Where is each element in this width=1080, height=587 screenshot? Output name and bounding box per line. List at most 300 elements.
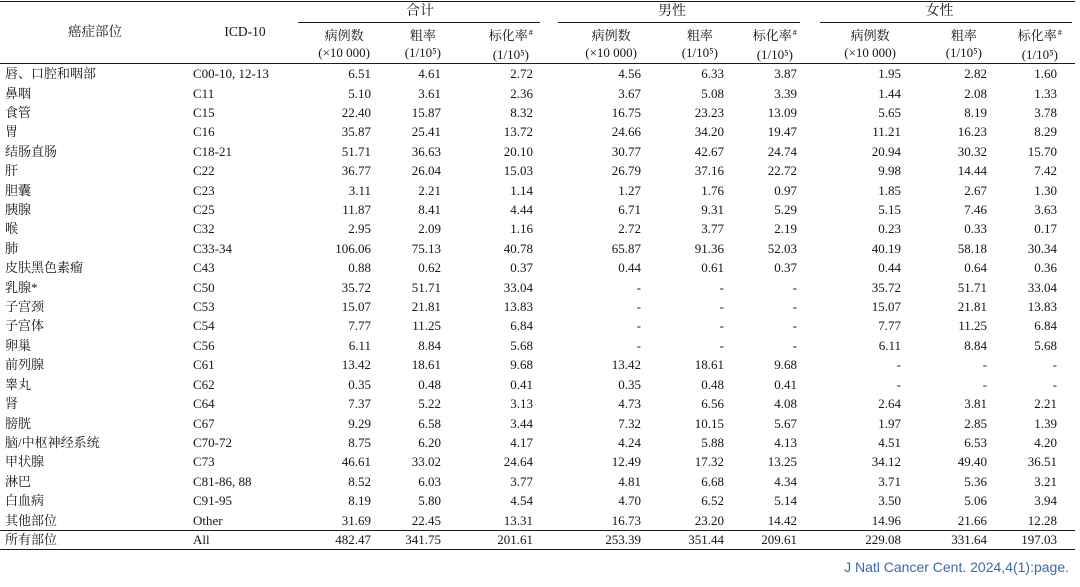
site-cell: 子宫体: [5, 318, 45, 334]
subheader-label-line: [318, 27, 370, 44]
cell-male-crude-rate: 6.52: [701, 493, 724, 509]
subheader-label-line: [753, 27, 797, 46]
subheader-label: 粗率: [409, 28, 436, 43]
subheader-stack: [1018, 27, 1062, 63]
site-cell: 子宫颈: [5, 299, 45, 315]
site-cell: 肺: [5, 240, 19, 256]
subheader-label: 标化率: [752, 28, 792, 43]
cell-male-standardized-rate: 13.09: [767, 105, 797, 121]
site-cell: 胰腺: [5, 202, 32, 218]
cell-total-standardized-rate: 15.03: [503, 163, 533, 179]
site-cell: 喉: [5, 221, 19, 237]
total-separator-rule: [0, 530, 1075, 531]
cell-male-cases: 26.79: [611, 163, 641, 179]
cell-female-standardized-rate: -: [1052, 376, 1057, 392]
cell-male-standardized-rate: 19.47: [767, 124, 797, 140]
cell-female-crude-rate: 5.06: [964, 493, 987, 509]
cell-female-standardized-rate: 4.20: [1034, 434, 1057, 450]
cell-female-cases: 3.50: [878, 493, 901, 509]
table-row: [0, 316, 1075, 335]
cell-female-crude-rate: 21.66: [957, 512, 987, 528]
subheader-unit: (1/10⁵): [681, 45, 718, 60]
cell-total-standardized-rate: 4.44: [510, 202, 533, 218]
site-cell: 皮肤黑色素瘤: [5, 260, 84, 276]
subheader-male-cases: [540, 27, 648, 61]
subheader-stack: [682, 27, 718, 61]
cell-male-crude-rate: 1.76: [701, 182, 724, 198]
group-underline-female: [820, 22, 1072, 23]
icd-cell: C32: [193, 221, 215, 237]
cell-total-crude-rate: 0.48: [418, 376, 441, 392]
cell-total-cases: 46.61: [341, 454, 371, 470]
cell-total-cases: 11.87: [342, 202, 371, 218]
icd-column-header: ICD-10: [224, 24, 266, 39]
cell-male-standardized-rate: 14.42: [767, 512, 797, 528]
table-row: [0, 452, 1075, 471]
icd-cell: All: [193, 531, 210, 547]
cell-female-standardized-rate: 1.30: [1034, 182, 1057, 198]
subheader-footnote-mark: #: [1057, 27, 1062, 37]
icd-cell: C00-10, 12-13: [193, 66, 269, 82]
cell-male-standardized-rate: 4.13: [774, 434, 797, 450]
cell-total-cases: 0.35: [348, 376, 371, 392]
cell-total-cases: 0.88: [348, 260, 371, 276]
cell-total-cases: 8.19: [348, 493, 371, 509]
cell-female-cases: 6.11: [878, 337, 901, 353]
cell-male-crude-rate: 10.15: [694, 415, 724, 431]
cell-total-crude-rate: 4.61: [418, 66, 441, 82]
cell-female-cases: 9.98: [878, 163, 901, 179]
cell-total-crude-rate: 2.09: [418, 221, 441, 237]
site-cell: 肾: [5, 396, 19, 412]
cell-total-standardized-rate: 3.77: [510, 473, 533, 489]
cell-total-crude-rate: 15.87: [411, 105, 441, 121]
cell-male-cases: 16.73: [611, 512, 641, 528]
icd-cell: C73: [193, 454, 215, 470]
site-cell: 甲状腺: [5, 454, 45, 470]
cell-male-cases: 12.49: [611, 454, 641, 470]
group-label-female: 女性: [925, 4, 954, 19]
cell-total-cases: 13.42: [341, 357, 371, 373]
cell-male-crude-rate: 34.20: [694, 124, 724, 140]
cell-total-standardized-rate: 13.31: [503, 512, 533, 528]
cell-female-crude-rate: 331.64: [951, 531, 987, 547]
table-row: [0, 219, 1075, 238]
subheader-label: 粗率: [950, 28, 977, 43]
cell-male-cases: 253.39: [605, 531, 641, 547]
site-cell: 结肠直肠: [5, 143, 58, 159]
subheader-label: 病例数: [591, 28, 631, 43]
cell-total-cases: 106.06: [335, 240, 371, 256]
cell-female-standardized-rate: 12.28: [1027, 512, 1057, 528]
icd-cell: C43: [193, 260, 215, 276]
icd-cell: C91-95: [193, 493, 232, 509]
subheader-unit: (1/10⁵): [1021, 47, 1059, 62]
site-cell: 胆囊: [5, 182, 32, 198]
cell-total-cases: 3.11: [348, 182, 371, 198]
cell-total-crude-rate: 5.80: [418, 493, 441, 509]
cell-female-cases: 35.72: [871, 279, 901, 295]
cell-total-cases: 22.40: [341, 105, 371, 121]
cell-female-crude-rate: 5.36: [964, 473, 987, 489]
table-row: [0, 83, 1075, 102]
citation-text: J Natl Cancer Cent. 2024,4(1):page.: [844, 559, 1069, 575]
subheader-unit: (1/10⁵): [945, 45, 982, 60]
cell-male-crude-rate: 6.68: [701, 473, 724, 489]
cell-male-crude-rate: 23.20: [694, 512, 724, 528]
subheader-stack: [753, 27, 797, 63]
subheader-label: 病例数: [324, 28, 364, 43]
cell-male-standardized-rate: 4.08: [774, 396, 797, 412]
cell-male-standardized-rate: 52.03: [767, 240, 797, 256]
subheader-label-line: [844, 27, 896, 44]
cell-female-cases: 15.07: [871, 299, 901, 315]
cell-female-crude-rate: 8.19: [964, 105, 987, 121]
cell-female-cases: 5.15: [878, 202, 901, 218]
cell-total-crude-rate: 11.25: [412, 318, 441, 334]
cell-female-standardized-rate: 2.21: [1034, 396, 1057, 412]
cell-male-crude-rate: 37.16: [694, 163, 724, 179]
cell-total-cases: 51.71: [341, 143, 371, 159]
subheader-label-line: [1018, 27, 1062, 46]
cell-male-standardized-rate: 5.29: [774, 202, 797, 218]
cell-total-standardized-rate: 40.78: [503, 240, 533, 256]
cell-male-standardized-rate: 5.14: [774, 493, 797, 509]
subheader-female-cases: [804, 27, 908, 61]
cell-female-crude-rate: 0.64: [964, 260, 987, 276]
subheader-male-crude-rate: [648, 27, 731, 61]
cell-female-crude-rate: 8.84: [964, 337, 987, 353]
subheader-unit: (×10 000): [585, 45, 637, 60]
site-cell: 其他部位: [5, 512, 58, 528]
icd-cell: C64: [193, 396, 215, 412]
table-row: [0, 433, 1075, 452]
site-cell: 胃: [5, 124, 19, 140]
cell-female-cases: 2.64: [878, 396, 901, 412]
subheader-stack: [585, 27, 637, 61]
subheader-label-line: [405, 27, 441, 44]
cell-male-cases: 0.35: [618, 376, 641, 392]
cell-total-cases: 35.87: [341, 124, 371, 140]
cell-female-crude-rate: 51.71: [957, 279, 987, 295]
cell-female-crude-rate: 11.25: [958, 318, 987, 334]
cell-total-cases: 35.72: [341, 279, 371, 295]
cell-female-crude-rate: 2.85: [964, 415, 987, 431]
cell-total-crude-rate: 21.81: [411, 299, 441, 315]
subheader-label-line: [585, 27, 637, 44]
table-row: [0, 239, 1075, 258]
subheader-stack: [946, 27, 982, 61]
cell-male-crude-rate: -: [719, 318, 724, 334]
cell-total-crude-rate: 8.41: [418, 202, 441, 218]
cell-total-cases: 31.69: [341, 512, 371, 528]
cell-male-cases: 1.27: [618, 182, 641, 198]
cell-male-crude-rate: 5.08: [701, 85, 724, 101]
cell-total-cases: 9.29: [348, 415, 371, 431]
cell-male-standardized-rate: 3.39: [774, 85, 797, 101]
cell-female-standardized-rate: 5.68: [1034, 337, 1057, 353]
cell-total-cases: 8.52: [348, 473, 371, 489]
icd-cell: C23: [193, 182, 215, 198]
cell-female-crude-rate: 2.82: [964, 66, 987, 82]
icd-cell: C53: [193, 299, 215, 315]
cell-male-crude-rate: 9.31: [701, 202, 724, 218]
cell-female-crude-rate: 16.23: [957, 124, 987, 140]
cell-female-crude-rate: -: [982, 357, 987, 373]
cell-male-crude-rate: 6.33: [701, 66, 724, 82]
cell-male-standardized-rate: 3.87: [774, 66, 797, 82]
subheader-label-line: [489, 27, 533, 46]
cell-male-crude-rate: -: [719, 279, 724, 295]
cell-male-standardized-rate: 5.67: [774, 415, 797, 431]
table-row: [0, 375, 1075, 394]
cell-total-cases: 5.10: [348, 85, 371, 101]
subheader-total-cases: [300, 27, 378, 61]
cell-male-standardized-rate: 0.97: [774, 182, 797, 198]
subheader-unit: (1/10⁵): [756, 47, 794, 62]
site-cell: 唇、口腔和咽部: [5, 66, 97, 82]
cell-total-crude-rate: 2.21: [418, 182, 441, 198]
cell-male-cases: 4.70: [618, 493, 641, 509]
cell-female-standardized-rate: 30.34: [1027, 240, 1057, 256]
cell-total-standardized-rate: 24.64: [503, 454, 533, 470]
cell-male-cases: -: [636, 279, 641, 295]
cell-total-crude-rate: 26.04: [411, 163, 441, 179]
cell-female-crude-rate: 0.33: [964, 221, 987, 237]
cell-female-crude-rate: 14.44: [957, 163, 987, 179]
cell-male-crude-rate: 91.36: [694, 240, 724, 256]
cell-female-crude-rate: 58.18: [957, 240, 987, 256]
cell-male-crude-rate: 3.77: [701, 221, 724, 237]
cell-male-crude-rate: 0.61: [701, 260, 724, 276]
group-underline-male: [558, 22, 800, 23]
cell-female-standardized-rate: 7.42: [1034, 163, 1057, 179]
cell-total-crude-rate: 22.45: [411, 512, 441, 528]
cell-male-standardized-rate: 9.68: [774, 357, 797, 373]
cell-female-standardized-rate: 8.29: [1034, 124, 1057, 140]
cell-male-crude-rate: 6.56: [701, 396, 724, 412]
icd-cell: C33-34: [193, 240, 232, 256]
cell-total-standardized-rate: 2.72: [510, 66, 533, 82]
cell-male-standardized-rate: -: [792, 279, 797, 295]
subheader-label-line: [946, 27, 982, 44]
table-row: [0, 336, 1075, 355]
cell-male-crude-rate: 17.32: [694, 454, 724, 470]
cell-female-crude-rate: 2.67: [964, 182, 987, 198]
cell-male-cases: 13.42: [611, 357, 641, 373]
cell-male-standardized-rate: 4.34: [774, 473, 797, 489]
cell-male-cases: 6.71: [618, 202, 641, 218]
table-row: [0, 413, 1075, 432]
cell-total-crude-rate: 51.71: [411, 279, 441, 295]
table-row: [0, 122, 1075, 141]
cell-female-cases: 34.12: [871, 454, 901, 470]
cell-female-standardized-rate: 3.94: [1034, 493, 1057, 509]
cell-female-cases: 5.65: [878, 105, 901, 121]
icd-cell: C81-86, 88: [193, 473, 252, 489]
cell-total-crude-rate: 6.58: [418, 415, 441, 431]
group-label-total: 合计: [406, 4, 434, 19]
cell-male-standardized-rate: 13.25: [767, 454, 797, 470]
table-row: [0, 180, 1075, 199]
cell-total-crude-rate: 6.03: [418, 473, 441, 489]
cell-total-cases: 6.51: [348, 66, 371, 82]
table-row: [0, 297, 1075, 316]
cell-male-standardized-rate: 0.37: [774, 260, 797, 276]
cell-female-standardized-rate: 6.84: [1034, 318, 1057, 334]
cell-total-cases: 482.47: [335, 531, 371, 547]
cell-total-cases: 6.11: [348, 337, 371, 353]
cell-male-standardized-rate: -: [792, 299, 797, 315]
cell-male-crude-rate: 42.67: [694, 143, 724, 159]
cell-total-standardized-rate: 13.83: [503, 299, 533, 315]
cell-female-standardized-rate: -: [1052, 357, 1057, 373]
icd-cell: C11: [193, 85, 215, 101]
cell-female-crude-rate: 49.40: [957, 454, 987, 470]
cell-female-standardized-rate: 1.39: [1034, 415, 1057, 431]
cell-female-crude-rate: 6.53: [964, 434, 987, 450]
cell-male-standardized-rate: 22.72: [767, 163, 797, 179]
subheader-unit: (×10 000): [318, 45, 370, 60]
cell-total-standardized-rate: 4.17: [510, 434, 533, 450]
site-cell: 乳腺*: [5, 279, 38, 295]
site-cell: 睾丸: [5, 376, 32, 392]
cell-female-cases: 1.97: [878, 415, 901, 431]
cell-male-cases: -: [636, 318, 641, 334]
cell-female-standardized-rate: 36.51: [1027, 454, 1057, 470]
cell-total-standardized-rate: 33.04: [503, 279, 533, 295]
subheader-total-crude-rate: [378, 27, 448, 61]
table-row: [0, 491, 1075, 510]
cell-total-standardized-rate: 3.44: [510, 415, 533, 431]
icd-cell: C22: [193, 163, 215, 179]
cell-female-cases: 0.23: [878, 221, 901, 237]
table-row: [0, 510, 1075, 529]
cell-female-cases: 20.94: [871, 143, 901, 159]
cell-total-standardized-rate: 8.32: [510, 105, 533, 121]
top-rule: [0, 1, 1075, 2]
icd-cell: Other: [193, 512, 223, 528]
cell-female-standardized-rate: 1.60: [1034, 66, 1057, 82]
table-row: [0, 258, 1075, 277]
subheader-female-crude-rate: [908, 27, 994, 61]
subheader-female-standardized-rate: [994, 27, 1075, 63]
cell-total-standardized-rate: 4.54: [510, 493, 533, 509]
subheader-unit: (×10 000): [844, 45, 896, 60]
cell-male-crude-rate: -: [719, 337, 724, 353]
cell-total-standardized-rate: 1.14: [510, 182, 533, 198]
cell-male-crude-rate: 18.61: [694, 357, 724, 373]
cell-female-standardized-rate: 3.78: [1034, 105, 1057, 121]
icd-cell: C25: [193, 202, 215, 218]
cell-female-standardized-rate: 197.03: [1021, 531, 1057, 547]
cell-female-cases: -: [896, 376, 901, 392]
site-cell: 鼻咽: [5, 85, 32, 101]
cell-female-standardized-rate: 13.83: [1027, 299, 1057, 315]
cell-total-crude-rate: 0.62: [418, 260, 441, 276]
cell-male-cases: 4.24: [618, 434, 641, 450]
cell-female-crude-rate: 7.46: [964, 202, 987, 218]
subheader-label: 标化率: [488, 28, 528, 43]
cell-male-cases: 4.81: [618, 473, 641, 489]
icd-cell: C54: [193, 318, 215, 334]
table-row: [0, 530, 1075, 549]
cell-female-crude-rate: 21.81: [957, 299, 987, 315]
cell-total-cases: 7.37: [348, 396, 371, 412]
table-body: [0, 64, 1075, 549]
icd-cell: C50: [193, 279, 215, 295]
cell-total-crude-rate: 33.02: [411, 454, 441, 470]
cell-total-cases: 7.77: [348, 318, 371, 334]
table-row: [0, 472, 1075, 491]
cell-female-cases: 7.77: [878, 318, 901, 334]
cell-male-cases: 2.72: [618, 221, 641, 237]
table-row: [0, 200, 1075, 219]
icd-cell: C15: [193, 105, 215, 121]
cell-male-cases: 4.73: [618, 396, 641, 412]
table-row: [0, 64, 1075, 83]
site-cell: 脑/中枢神经系统: [5, 434, 100, 450]
icd-cell: C56: [193, 337, 215, 353]
cell-male-cases: 16.75: [611, 105, 641, 121]
subheader-stack: [318, 27, 370, 61]
subheader-label: 病例数: [850, 28, 890, 43]
site-cell: 卵巢: [5, 337, 32, 353]
cell-male-standardized-rate: -: [792, 318, 797, 334]
cell-total-crude-rate: 18.61: [411, 357, 441, 373]
subheader-stack: [844, 27, 896, 61]
cell-male-cases: 7.32: [618, 415, 641, 431]
cell-female-standardized-rate: 33.04: [1027, 279, 1057, 295]
cell-male-cases: 65.87: [611, 240, 641, 256]
cell-total-crude-rate: 8.84: [418, 337, 441, 353]
cell-male-standardized-rate: 209.61: [761, 531, 797, 547]
cell-total-standardized-rate: 0.37: [510, 260, 533, 276]
cell-female-crude-rate: 30.32: [957, 143, 987, 159]
site-cell: 膀胱: [5, 415, 32, 431]
cell-female-cases: -: [896, 357, 901, 373]
site-cell: 食管: [5, 105, 32, 121]
cell-female-crude-rate: 2.08: [964, 85, 987, 101]
cell-female-cases: 0.44: [878, 260, 901, 276]
cell-female-standardized-rate: 3.21: [1034, 473, 1057, 489]
site-cell: 淋巴: [5, 473, 32, 489]
icd-cell: C61: [193, 357, 215, 373]
cell-total-standardized-rate: 1.16: [510, 221, 533, 237]
icd-cell: C67: [193, 415, 215, 431]
cell-male-standardized-rate: -: [792, 337, 797, 353]
cell-female-cases: 4.51: [878, 434, 901, 450]
site-cell: 白血病: [5, 493, 45, 509]
cell-total-standardized-rate: 2.36: [510, 85, 533, 101]
subheader-unit: (1/10⁵): [404, 45, 441, 60]
cell-female-standardized-rate: 15.70: [1027, 143, 1057, 159]
cell-male-crude-rate: 0.48: [701, 376, 724, 392]
cell-female-cases: 14.96: [871, 512, 901, 528]
subheader-label-line: [682, 27, 718, 44]
group-underline-total: [298, 22, 540, 23]
cell-female-standardized-rate: 3.63: [1034, 202, 1057, 218]
cell-male-standardized-rate: 24.74: [767, 143, 797, 159]
cell-female-cases: 40.19: [871, 240, 901, 256]
cell-male-cases: 4.56: [618, 66, 641, 82]
subheader-stack: [405, 27, 441, 61]
cell-female-cases: 229.08: [865, 531, 901, 547]
cell-total-crude-rate: 75.13: [411, 240, 441, 256]
cell-total-standardized-rate: 201.61: [497, 531, 533, 547]
table-row: [0, 394, 1075, 413]
cell-female-standardized-rate: 0.36: [1034, 260, 1057, 276]
